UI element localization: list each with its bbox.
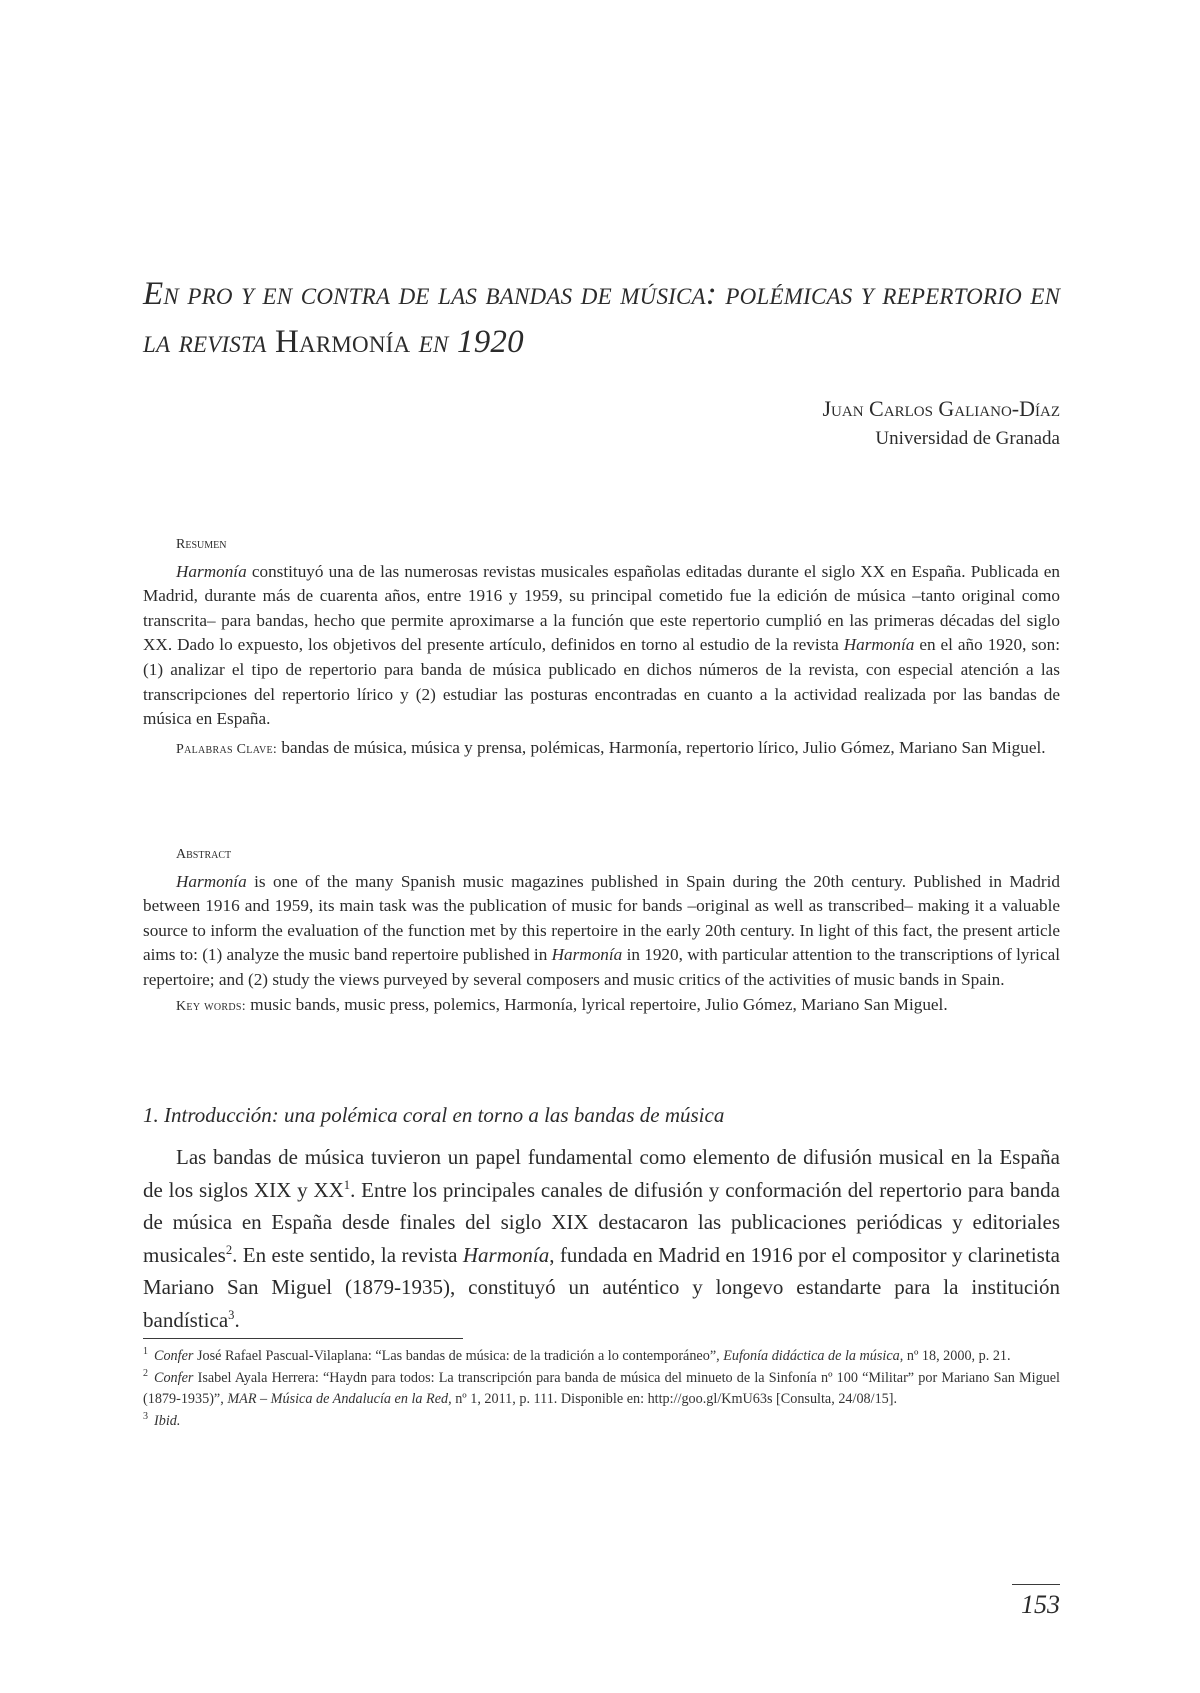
resumen-italic-start: Harmonía — [176, 561, 247, 581]
footnote-1-italic-b: Eufonía didáctica de la música — [723, 1348, 900, 1364]
intro-text-b: . Entre los principales canales de difusión y conformación del repertorio para banda de música en España desde finales del siglo XIX destacaron las publicaciones periódicas y editoriales musicales — [143, 1177, 1060, 1267]
section-heading: 1. Introducción: una polémica coral en torno a las bandas de música — [143, 1103, 725, 1127]
title-end: en — [418, 324, 449, 360]
intro-text-a: Las bandas de música tuvieron un papel fundamental como elemento de difusión musical en la España de los siglos XIX y XX — [143, 1145, 1060, 1202]
footnote-2-text-b: , nº 1, 2011, p. 111. Disponible en: http://goo.gl/KmU63s [Consulta, 24/08/15]. — [448, 1391, 898, 1407]
page-number: 153 — [1021, 1590, 1060, 1619]
footnote-1-number: 1 — [143, 1346, 148, 1358]
abstract-keywords-label: Key words: — [176, 998, 246, 1014]
body-text — [143, 1141, 1060, 1336]
abstract-paragraph — [143, 870, 1060, 993]
footnote-1-text-a: José Rafael Pascual-Vilaplana: “Las bandas de música: de la tradición a lo contemporáneo”, — [193, 1348, 724, 1364]
resumen-keywords-text: bandas de música, música y prensa, polémicas, Harmonía, repertorio lírico, Julio Gómez, Mariano San Miguel. — [277, 737, 1046, 757]
footnote-2-italic-b: MAR – Música de Andalucía en la Red — [227, 1391, 449, 1407]
footnote-1-text-b: , nº 18, 2000, p. 21. — [899, 1348, 1011, 1364]
resumen-italic-mid: Harmonía — [843, 635, 915, 655]
footnote-2-text-a: Isabel Ayala Herrera: “Haydn para todos: La transcripción para banda de música del minueto de la Sinfonía nº 100 “Militar” por Mariano San Miguel (1879-1935)”, — [143, 1369, 1060, 1407]
footnote-3-number: 3 — [143, 1410, 148, 1422]
abstract-text-2: in 1920, with particular attention to the transcriptions of lyrical repertoire; and (2) study the views purveyed by several composers and music critics of the activities of music bands in Spain. — [143, 945, 1060, 989]
footnote-3 — [143, 1411, 1060, 1433]
abstract-text-1: is one of the many Spanish music magazines published in Spain during the 20th century. Published in Madrid between 1916 and 1959, its main task was the publication of music for bands –original as well as transcribed– making it a valuable source to inform the evaluation of the function met by this repertoire in the early 20th century. In light of this fact, the present article aims to: (1) analyze the music band repertoire published in — [143, 871, 1060, 965]
intro-text-c: . En este sentido, la revista — [232, 1242, 463, 1267]
resumen-text-2: en el año 1920, son: (1) analizar el tipo de repertorio para banda de música publicado en dichos números de la revista, con especial atención a las transcripciones del repertorio lírico y (2) estudiar las posturas encontradas en cuanto a la actividad realizada por las bandas de música en España. — [143, 635, 1060, 729]
resumen-keywords — [143, 736, 1060, 763]
footnote-1 — [143, 1346, 1060, 1368]
title-journal-name: Harmonía — [275, 324, 411, 360]
intro-text-d: , fundada en Madrid en 1916 por el compositor y clarinetista Mariano San Miguel (1879-1935), constituyó un auténtico y longevo estandarte para la institución bandística — [143, 1242, 1060, 1332]
footnote-divider — [143, 1338, 463, 1339]
author-affiliation: Universidad de Granada — [875, 428, 1060, 449]
resumen-label: Resumen — [176, 537, 227, 552]
footnote-ref-1[interactable]: 1 — [343, 1177, 351, 1192]
abstract-italic-mid: Harmonía — [551, 945, 623, 965]
abstract-keywords — [143, 993, 1060, 1020]
abstract-italic-start: Harmonía — [176, 871, 247, 891]
intro-italic: Harmonía — [462, 1242, 550, 1267]
abstract-keywords-text: music bands, music press, polemics, Harmonía, lyrical repertoire, Julio Gómez, Mariano San Miguel. — [245, 994, 948, 1014]
resumen-section — [143, 533, 1060, 762]
footnote-2 — [143, 1368, 1060, 1411]
title-year: 1920 — [457, 324, 524, 360]
article-title — [143, 270, 1063, 366]
resumen-text-1: constituyó una de las numerosas revistas musicales españolas editadas durante el siglo XX en España. Publicada en Madrid, durante más de cuarenta años, entre 1916 y 1959, su principal cometido fue la edición de música –tanto original como transcrita– para bandas, hecho que permite aproximarse a la función que este repertorio cumplió en las primeras décadas del siglo XX. Dado lo expuesto, los objetivos del presente artículo, definidos en torno al estudio de la revista — [143, 561, 1060, 655]
footnote-2-number: 2 — [143, 1367, 148, 1379]
intro-paragraph — [143, 1141, 1060, 1336]
footnote-ref-3[interactable]: 3 — [228, 1307, 235, 1322]
footnote-1-italic-a: Confer — [154, 1348, 194, 1364]
resumen-keywords-label: Palabras Clave: — [176, 741, 278, 757]
footnote-ref-2[interactable]: 2 — [225, 1242, 233, 1257]
footnote-2-italic-a: Confer — [154, 1369, 194, 1386]
abstract-section — [143, 843, 1060, 1019]
abstract-label: Abstract — [176, 847, 232, 862]
title-italic: En pro y en contra de las bandas de música: polémicas y repertorio en la revista — [143, 276, 1061, 360]
resumen-paragraph — [143, 560, 1060, 732]
page-number-rule — [1012, 1584, 1060, 1585]
footnotes — [143, 1346, 1060, 1432]
footnote-3-italic-a: Ibid. — [154, 1412, 181, 1429]
intro-text-e: . — [234, 1307, 240, 1332]
author-name: Juan Carlos Galiano-Díaz — [822, 396, 1060, 421]
